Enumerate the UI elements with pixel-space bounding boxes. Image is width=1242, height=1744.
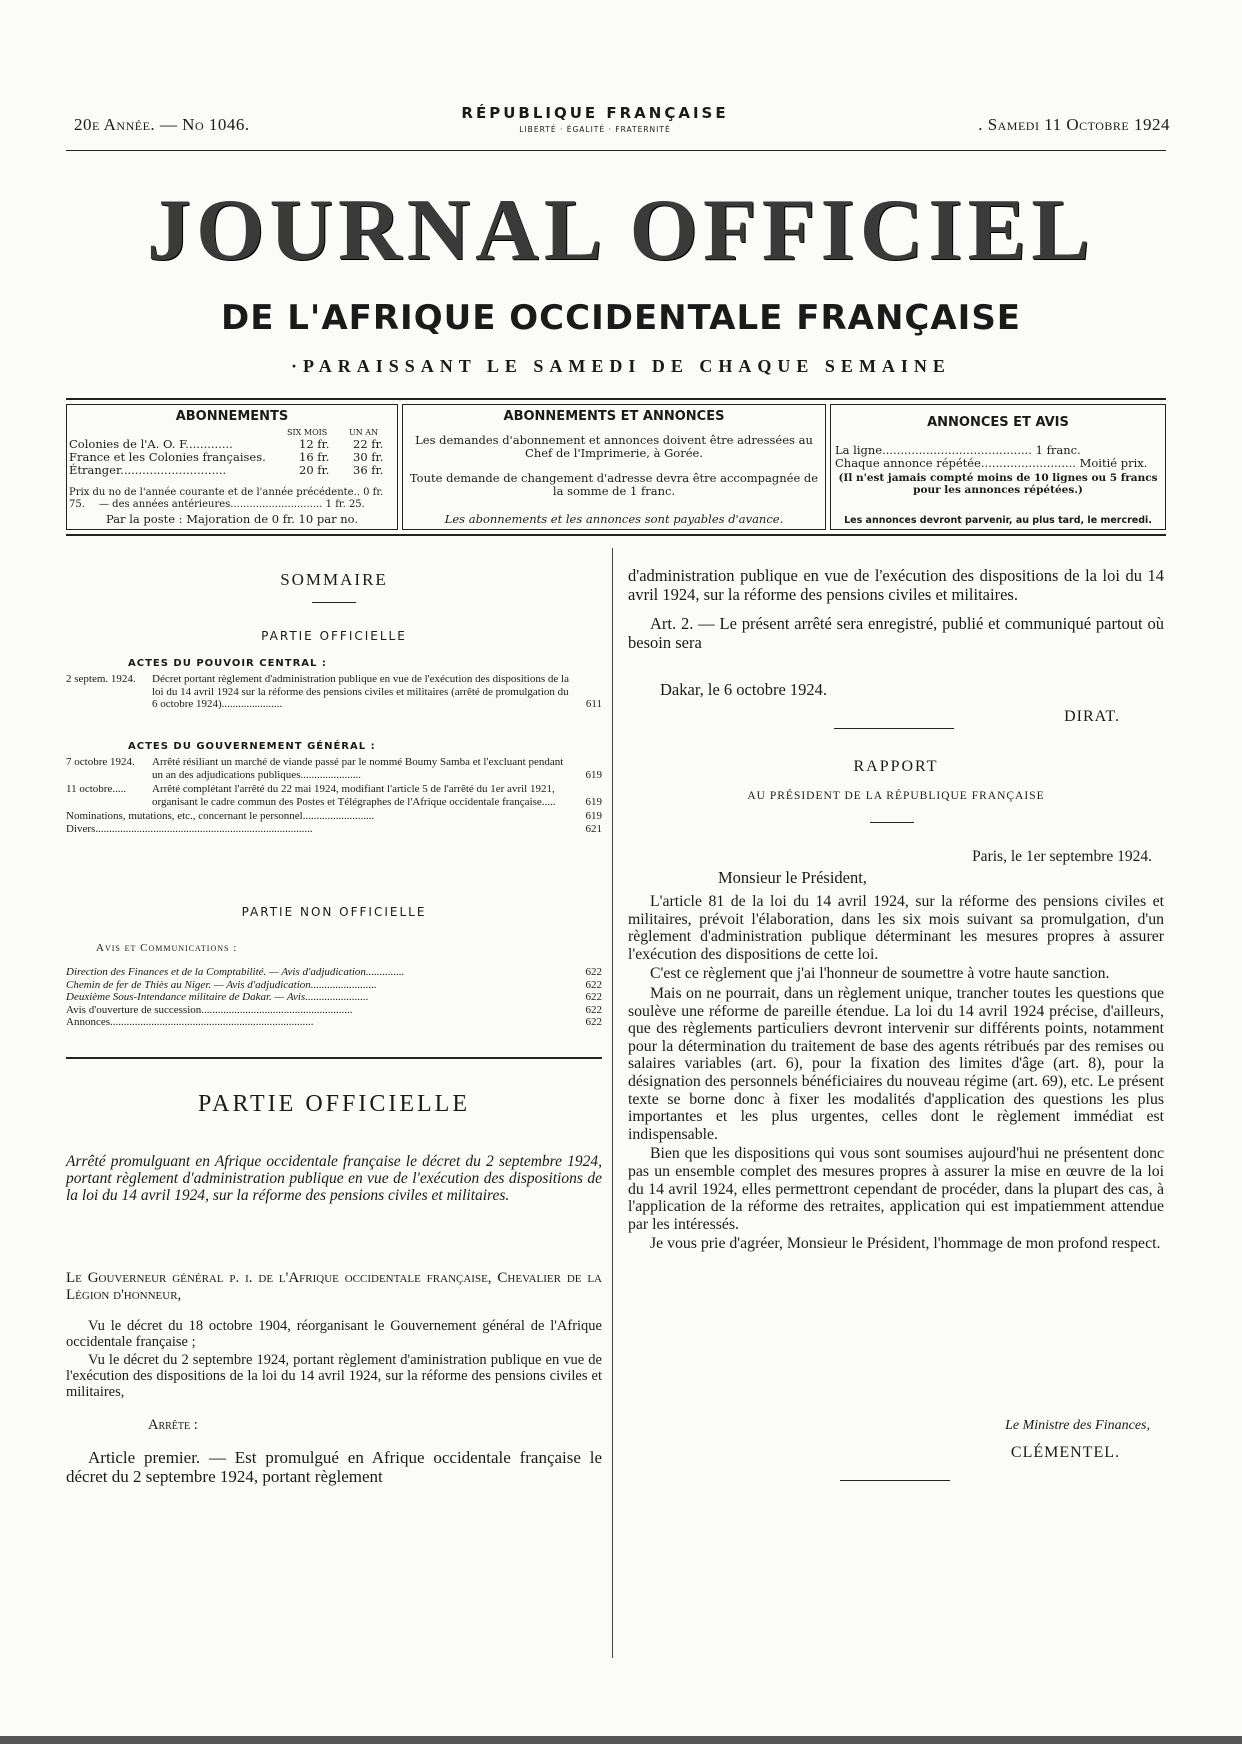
toc-item: Divers............................................................................... 621 — [66, 822, 602, 835]
right-continuation — [628, 566, 1164, 654]
visas — [66, 1318, 602, 1402]
ministre-nom: CLÉMENTEL. — [1010, 1444, 1120, 1461]
toc-item: Avis d'ouverture de succession....................................................... 622 — [66, 1003, 602, 1016]
toc-item: Deuxième Sous-Intendance militaire de Dakar. — Avis....................... 622 — [66, 991, 602, 1003]
article-premier — [66, 1448, 602, 1488]
lieu-date: Dakar, le 6 octobre 1924. — [660, 680, 828, 699]
actes-pouvoir-label: ACTES DU POUVOIR CENTRAL : — [128, 658, 327, 669]
salutation: Monsieur le Président, — [718, 868, 867, 887]
abonnement-demandes: Les demandes d'abonnement et annonces doivent être adressées au Chef de l'Imprimerie, à Gorée. — [415, 433, 813, 460]
header-rule — [66, 150, 1166, 151]
avis-communications-label: Avis et Communications : — [96, 942, 238, 954]
sign-rule — [834, 728, 954, 729]
ministre-title: Le Ministre des Finances, — [1005, 1418, 1150, 1433]
vu-decret-1924: Vu le décret du 2 septembre 1924, portant règlement d'aministration publique en vue de l'exécution des dispositions de la loi du 14 avril 1924, sur la réforme des pensions civiles et militaires, — [66, 1352, 602, 1400]
rapport-paragraph: Je vous prie d'agréer, Monsieur le Président, l'hommage de mon profond respect. — [650, 1235, 1161, 1253]
republic-label: RÉPUBLIQUE FRANÇAISE — [461, 104, 729, 122]
rapport-body — [628, 893, 1164, 1255]
minimum-lignes: (Il n'est jamais compté moins de 10 lignes ou 5 francs pour les annonces répétées.) — [838, 472, 1158, 496]
rapport-paragraph: L'article 81 de la loi du 14 avril 1924, sur la réforme des pensions civiles et militaires, prévoit l'élaboration, dans les six mois suivant sa promulgation, d'un règlement d'administration publique déterminant les mesures propres à assurer l'exécution des dispositions de cette loi. — [628, 893, 1164, 963]
arrete-title: Arrêté promulguant en Afrique occidentale française le décret du 2 septembre 1924, portant règlement d'administration publique en vue de l'exécution des dispositions de la loi du 14 avril 1924, sur la réforme des pensions civiles et militaires. — [66, 1153, 602, 1204]
partie-officielle-label: PARTIE OFFICIELLE — [261, 629, 407, 643]
prix-anterieur: — des années antérieures............................. 1 fr. 25. — [99, 499, 365, 510]
boxes-bottom-rule — [66, 534, 1166, 536]
partie-officielle-head: PARTIE OFFICIELLE — [197, 1091, 470, 1117]
journal-title: JOURNAL OFFICIEL — [147, 182, 1095, 279]
partie-non-officielle-label: PARTIE NON OFFICIELLE — [241, 905, 427, 919]
col-six-mois: SIX MOIS — [287, 428, 328, 437]
continuation-text: d'administration publique en vue de l'exécution des dispositions de la loi du 14 avril 1924, sur la réforme des pensions civiles et militaires. — [628, 566, 1164, 604]
abonnements-box — [66, 404, 398, 530]
issue-number: 20e Année. — No 1046. — [74, 115, 250, 134]
annonces-avis-box — [830, 404, 1166, 530]
journal-subtitle: DE L'AFRIQUE OCCIDENTALE FRANÇAISE — [220, 298, 1022, 338]
rapport-paragraph: Bien que les dispositions qui vous sont soumises aujourd'hui ne présentent donc pas un ensemble complet des mesures propres à assurer la mise en œuvre de la loi du 14 avril 1924, elles permettront cependant de procéder, dans la plupart des cas, à l'application de la réforme des retraites, application qui est impatiemment attendue par les intéressés. — [628, 1145, 1164, 1233]
au-president: AU PRÉSIDENT DE LA RÉPUBLIQUE FRANÇAISE — [747, 790, 1045, 802]
changement-adresse: Toute demande de changement d'adresse devra être accompagnée de la somme de 1 franc. — [409, 471, 819, 498]
abonnements-annonces-head: ABONNEMENTS ET ANNONCES — [503, 409, 725, 424]
annonce-repetee: Chaque annonce répétée.......................... Moitié prix. — [835, 456, 1148, 470]
prix-courant: Prix du no de l'année courante et de l'année précédente.. 0 fr. 75. — [69, 487, 384, 510]
journal-tagline: ·PARAISSANT LE SAMEDI DE CHAQUE SEMAINE — [291, 356, 951, 376]
sommaire-head: SOMMAIRE — [280, 570, 388, 589]
toc-item: Annonces.......................................................................... 622 — [66, 1016, 602, 1028]
gouverneur-line: Le Gouverneur général p. i. de l'Afrique occidentale française, Chevalier de la Légion d'honneur, — [66, 1270, 602, 1303]
end-rule — [840, 1480, 950, 1481]
article-2: Art. 2. — Le présent arrêté sera enregistré, publié et communiqué partout où besoin sera — [628, 614, 1164, 652]
scan-edge — [0, 1736, 1242, 1744]
issue-date: . Samedi 11 Octobre 1924 — [978, 115, 1170, 134]
arrete-label: Arrête : — [148, 1417, 198, 1433]
toc-item: Chemin de fer de Thiès au Niger. — Avis d'adjudication........................ 622 — [66, 978, 602, 991]
toc-item: Nominations, mutations, etc., concernant le personnel.......................... 619 — [66, 810, 602, 822]
abonnements-annonces-box — [402, 404, 826, 530]
column-divider — [612, 548, 613, 1658]
rapport-head: RAPPORT — [853, 758, 939, 775]
abonnement-row: France et les Colonies françaises. 16 fr. 30 fr. — [69, 450, 384, 464]
prix-ligne: La ligne......................................... 1 franc. — [835, 443, 1081, 457]
sommaire-bottom-rule — [66, 1057, 602, 1059]
poste-majoration: Par la poste : Majoration de 0 fr. 10 par no. — [105, 512, 359, 526]
abonnement-row: Étranger............................. 20 fr. 36 fr. — [69, 463, 384, 477]
col-un-an: UN AN — [349, 428, 379, 437]
article-premier-text: Article premier. — Est promulgué en Afrique occidentale française le décret du 2 septembre 1924, portant règlement — [66, 1448, 602, 1486]
actes-gouv-label: ACTES DU GOUVERNEMENT GÉNÉRAL : — [128, 741, 376, 752]
payable-avance: Les abonnements et les annonces sont payables d'avance. — [444, 512, 784, 526]
rapport-paragraph: Mais on ne pourrait, dans un règlement unique, trancher toutes les questions que soulève une réforme de pareille étendue. La loi du 14 avril 1924 précise, d'ailleurs, que des règlements particuliers devront intervenir sur différents points, notamment pour la détermination du traitement de base des agents rétribués par des remises ou salaires variables (art. 6), pour la fixation des limites d'âge (art. 8), pour la désignation des personnels bénéficiaires du nouveau régime (art. 69), etc. Le présent texte se borne donc à fixer les modalités d'application des questions les plus importantes et les plus urgentes, celles dont le règlement immédiat est indispensable. — [628, 984, 1164, 1143]
toc-item: 7 octobre 1924. Arrêté résiliant un marché de viande passé par le nommé Boumy Samba et l'excluant pendant un an des adjudications publiques...................... 619 — [66, 756, 602, 781]
delai-annonces: Les annonces devront parvenir, au plus tard, le mercredi. — [844, 515, 1152, 526]
abonnement-row: Colonies de l'A. O. F............. 12 fr. 22 fr. — [69, 437, 384, 451]
abonnements-head: ABONNEMENTS — [175, 409, 289, 424]
motto: LIBERTÉ · ÉGALITÉ · FRATERNITÉ — [519, 125, 671, 134]
rapport-rule — [870, 822, 914, 823]
toc-item: 11 octobre..... Arrêté complétant l'arrêté du 22 mai 1924, modifiant l'article 5 de l'arrêté du 1er avril 1921, organisant le cadre commun des Postes et Télégraphes de l'Afrique occidentale française..... 619 — [66, 783, 602, 808]
annonces-avis-head: ANNONCES ET AVIS — [927, 415, 1069, 430]
boxes-top-rule — [66, 398, 1166, 400]
sommaire-rule — [312, 602, 356, 603]
rapport-paragraph: C'est ce règlement que j'ai l'honneur de soumettre à votre haute sanction. — [650, 965, 1110, 983]
toc-item: Direction des Finances et de la Comptabilité. — Avis d'adjudication.............. 622 — [66, 966, 602, 978]
paris-date: Paris, le 1er septembre 1924. — [972, 848, 1152, 865]
toc-item: 2 septem. 1924. Décret portant règlement d'administration publique en vue de l'exécution des dispositions de la loi du 14 avril 1924 sur la réforme des pensions civiles et militaires (arrêté de promulgation du 6 octobre 1924)...................... 611 — [66, 673, 602, 710]
vu-decret-1904: Vu le décret du 18 octobre 1904, réorganisant le Gouvernement général de l'Afrique occidentale française ; — [66, 1318, 602, 1350]
signataire: DIRAT. — [1064, 708, 1120, 725]
